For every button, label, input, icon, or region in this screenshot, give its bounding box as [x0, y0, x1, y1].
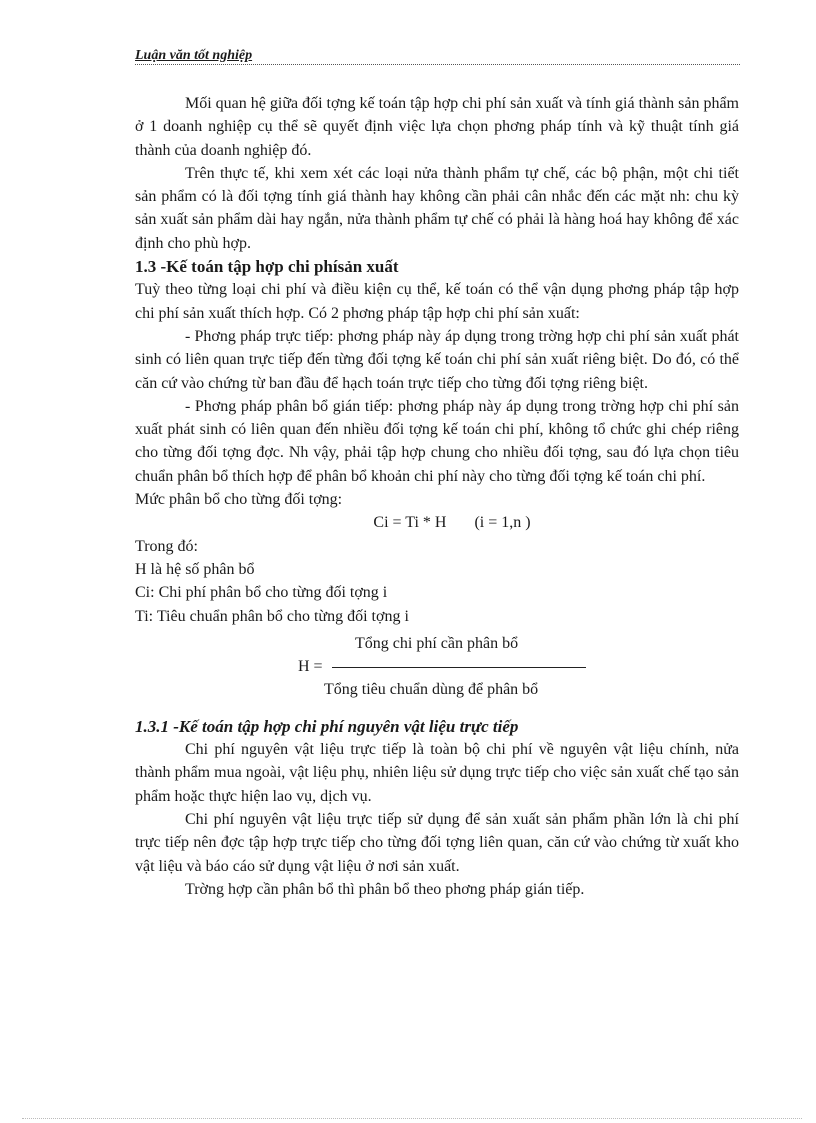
paragraph: Ti: Tiêu chuẩn phân bổ cho từng đối tợng i — [135, 607, 409, 625]
fraction-lhs: H = — [298, 657, 323, 675]
header-title: Luận văn tốt nghiệp — [135, 48, 253, 63]
formula: Ci = Ti * H (i = 1,n ) — [373, 514, 531, 532]
paragraph: Ci: Chi phí phân bổ cho từng đối tợng i — [135, 584, 388, 602]
fraction-denominator: Tổng tiêu chuẩn dùng để phân bổ — [324, 680, 539, 698]
section-heading-1-3: 1.3 -Kế toán tập hợp chi phísản xuất — [135, 257, 399, 277]
paragraph: Tuỳ theo từng loại chi phí và điều kiện cụ thể, kế toán có thể vận dụng phơng pháp tập hợp chi phí sản xuất thích hợp. Có 2 phơng pháp tập hợp chi phí sản xuất: — [135, 281, 739, 322]
document-body — [135, 92, 739, 901]
page-header — [135, 46, 740, 65]
footer-divider — [22, 1118, 802, 1119]
paragraph: H là hệ số phân bổ — [135, 560, 255, 578]
paragraph: Trờng hợp cần phân bổ thì phân bổ theo phơng pháp gián tiếp. — [185, 880, 585, 898]
paragraph: Mức phân bổ cho từng đối tợng: — [135, 491, 343, 509]
paragraph: Mối quan hệ giữa đối tợng kế toán tập hợp chi phí sản xuất và tính giá thành sản phẩm ở 1 doanh nghiệp cụ thể sẽ quyết định việc lựa chọn phơng pháp tính và kỹ thuật tính giá thành của doanh nghiệp đó. — [135, 95, 739, 159]
fraction-numerator: Tổng chi phí cần phân bổ — [355, 634, 519, 652]
paragraph: Trong đó: — [135, 537, 198, 555]
fraction-bar — [332, 667, 586, 668]
section-heading-1-3-1: 1.3.1 -Kế toán tập hợp chi phí nguyên vật liệu trực tiếp — [135, 716, 519, 736]
paragraph: Chi phí nguyên vật liệu trực tiếp sử dụng để sản xuất sản phẩm phần lớn là chi phí trực tiếp nên đợc tập hợp trực tiếp cho từng đối tợng liên quan, căn cứ vào chứng từ xuất kho vật liệu và báo cáo sử dụng vật liệu ở nơi sản xuất. — [135, 811, 739, 875]
paragraph: Chi phí nguyên vật liệu trực tiếp là toàn bộ chi phí về nguyên vật liệu chính, nửa thành phẩm mua ngoài, vật liệu phụ, nhiên liệu sử dụng trực tiếp cho việc sản xuất chế tạo sản phẩm hoặc thực hiện lao vụ, dịch vụ. — [135, 741, 739, 805]
list-item: - Phơng pháp trực tiếp: phơng pháp này áp dụng trong trờng hợp chi phí sản xuất phát sinh có liên quan trực tiếp đến từng đối tợng kế toán chi phí sản xuất riêng biệt. Do đó, có thể căn cứ vào chứng từ ban đầu để hạch toán trực tiếp cho từng đối tợng riêng biệt. — [135, 327, 739, 392]
list-item: - Phơng pháp phân bổ gián tiếp: phơng pháp này áp dụng trong trờng hợp chi phí sản xuất phát sinh có liên quan đến nhiều đối tợng kế toán chi phí, không tổ chức ghi chép riêng cho từng đối tợng đợc. Nh vậy, phải tập hợp chung cho nhiều đối tợng, sau đó lựa chọn tiêu chuẩn phân bổ thích hợp để phân bổ khoản chi phí này cho từng đối tợng kế toán chi phí. — [135, 397, 739, 485]
fraction-formula — [135, 632, 739, 704]
paragraph: Trên thực tế, khi xem xét các loại nửa thành phẩm tự chế, các bộ phận, một chi tiết sản phẩm có là đối tợng tính giá thành hay không cần phải cân nhắc đến các mặt nh: chu kỳ sản xuất sản phẩm dài hay ngắn, nửa thành phẩm tự chế có phải là hàng hoá hay không để xác định cho phù hợp. — [135, 164, 739, 252]
